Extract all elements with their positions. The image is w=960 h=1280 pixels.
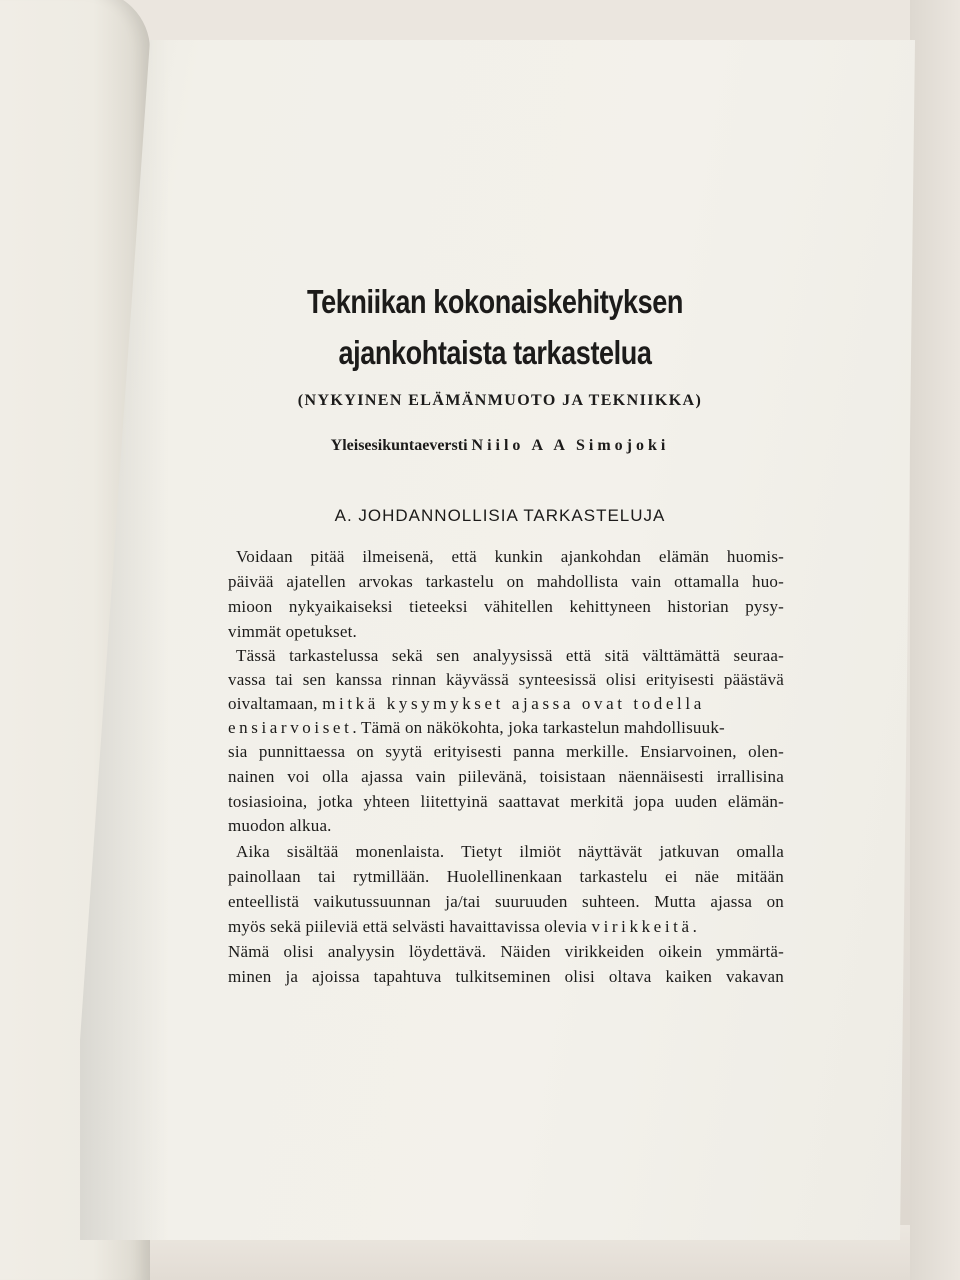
author-line	[230, 437, 770, 455]
author-name: Niilo A A Simojoki	[471, 437, 670, 454]
emphasized-text: ensiarvoiset	[228, 718, 353, 737]
body-line: tosiasioina, jotka yhteen liitettyinä saattavat merkitä jopa uuden elämän-	[228, 792, 784, 811]
body-text: . Tämä on näkökohta, joka tarkastelun mahdollisuuk-	[352, 718, 725, 737]
body-line: enteellistä vaikutussuunnan ja/tai suuruuden suhteen. Mutta ajassa on	[228, 892, 784, 911]
body-line: minen ja ajoissa tapahtuva tulkitseminen olisi oltava kaiken vakavan	[228, 967, 784, 986]
body-line: vassa tai sen kanssa rinnan käyvässä synteesissä olisi erityisesti päästävä	[228, 670, 784, 689]
body-line: Nämä olisi analyysin löydettävä. Näiden virikkeiden oikein ymmärtä-	[228, 942, 784, 961]
author-rank: Yleisesikuntaeversti	[330, 437, 468, 454]
body-line	[228, 917, 784, 937]
body-line	[228, 718, 784, 738]
emphasized-text: virikkeitä.	[591, 917, 701, 936]
body-line: Voidaan pitää ilmeisenä, että kunkin ajankohdan elämän huomis-	[236, 547, 784, 566]
body-line: päivää ajatellen arvokas tarkastelu on mahdollista vain ottamalla huo-	[228, 572, 784, 591]
body-line: Tässä tarkastelussa sekä sen analyysissä että sitä välttämättä seuraa-	[236, 646, 784, 665]
body-text: oivaltamaan,	[228, 694, 318, 713]
section-heading: A. JOHDANNOLLISIA TARKASTELUJA	[334, 506, 666, 525]
body-line: mioon nykyaikaiseksi tieteeksi vähitellen kehittyneen historian pysy-	[228, 597, 784, 616]
emphasized-text: mitkä kysymykset ajassa ovat todella	[322, 694, 705, 713]
body-line: Aika sisältää monenlaista. Tietyt ilmiöt näyttävät jatkuvan omalla	[236, 842, 784, 861]
body-line: nainen voi olla ajassa vain piilevänä, toisistaan näennäisesti irrallisina	[228, 767, 784, 786]
document-title-line-1: Tekniikan kokonaiskehityksen	[306, 283, 684, 320]
body-line: muodon alkua.	[228, 816, 332, 835]
body-line: painollaan tai rytmillään. Huolellinenkaan tarkastelu ei näe mitään	[228, 867, 784, 886]
body-line: vimmät opetukset.	[228, 622, 357, 641]
body-line	[228, 694, 784, 714]
document-subtitle: (NYKYINEN ELÄMÄNMUOTO JA TEKNIIKKA)	[297, 392, 703, 409]
body-text: myös sekä piileviä että selvästi havaittavissa olevia	[228, 917, 588, 936]
document-title-line-2: ajankohtaista tarkastelua	[338, 334, 652, 371]
body-line: sia punnittaessa on syytä erityisesti panna merkille. Ensiarvoinen, olen-	[228, 742, 784, 761]
